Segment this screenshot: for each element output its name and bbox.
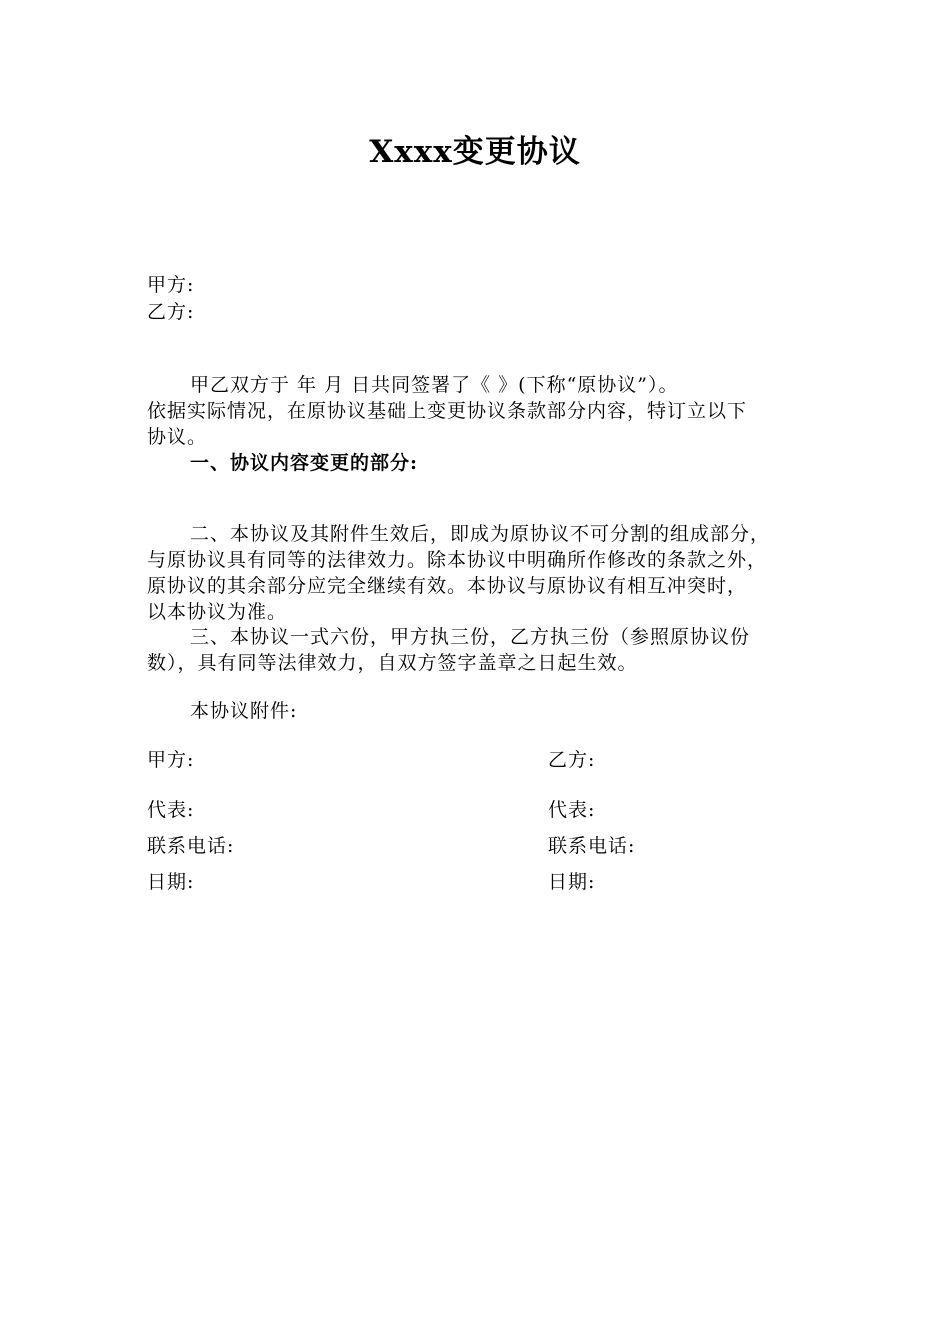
intro-line-1: 甲乙双方于 年 月 日共同签署了《 》(下称“原协议”）。	[190, 374, 679, 396]
section-2-line-1: 二、本协议及其附件生效后，即成为原协议不可分割的组成部分，	[190, 523, 771, 545]
signature-a-representative: 代表:	[147, 799, 195, 821]
party-a-label: 甲方:	[147, 274, 195, 296]
signature-b-representative: 代表:	[548, 799, 596, 821]
section-3-line-1: 三、本协议一式六份，甲方执三份，乙方执三份（参照原协议份	[190, 626, 751, 648]
section-3-line-2: 数），具有同等法律效力，自双方签字盖章之日起生效。	[147, 652, 638, 674]
signature-party-a: 甲方:	[147, 749, 195, 771]
signature-a-phone: 联系电话:	[147, 835, 235, 857]
signature-b-date: 日期:	[548, 871, 596, 893]
section-2-line-2: 与原协议具有同等的法律效力。除本协议中明确所作修改的条款之外，	[147, 549, 768, 571]
intro-line-3: 协议。	[147, 426, 208, 448]
document-title: Xxxx变更协议	[369, 134, 581, 170]
attachments-label: 本协议附件:	[190, 700, 298, 722]
section-2-line-3: 原协议的其余部分应完全继续有效。本协议与原协议有相互冲突时，	[147, 575, 748, 597]
party-b-label: 乙方:	[147, 301, 195, 323]
intro-line-2: 依据实际情况，在原协议基础上变更协议条款部分内容，特订立以下	[147, 400, 748, 422]
signature-a-date: 日期:	[147, 871, 195, 893]
signature-party-b: 乙方:	[548, 749, 596, 771]
signature-b-phone: 联系电话:	[548, 835, 636, 857]
section-1-heading: 一、协议内容变更的部分:	[190, 452, 419, 474]
section-2-line-4: 以本协议为准。	[147, 601, 288, 623]
